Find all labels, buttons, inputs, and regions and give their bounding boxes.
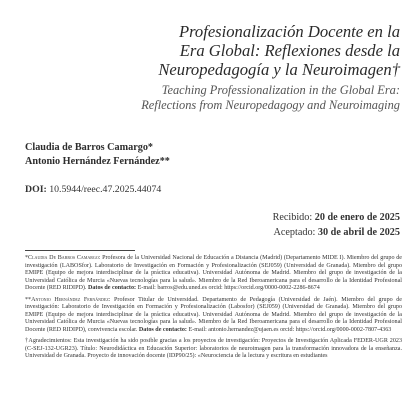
footnote-2-contact[interactable]: E-mail: antonio.hernandez@ujaen.es orcid: https://orcid.org/0000-0002-7807-4363 [188, 326, 392, 333]
english-title-line-1: Teaching Professionalization in the Global Era: [161, 83, 400, 97]
footnote-author-1 [25, 255, 402, 293]
accepted-label: Aceptado: [273, 227, 316, 238]
footnote-1-contact-label: Datos de contacto: [87, 285, 137, 291]
author-list [25, 141, 325, 169]
received-value: 20 de enero de 2025 [314, 212, 400, 223]
title-line-3: Neuropedagogía y la Neuroimagen† [158, 60, 400, 79]
title-line-2: Era Global: Reflexiones desde la [179, 41, 400, 60]
accepted-date [273, 225, 400, 240]
publication-dates [273, 210, 400, 240]
footnote-3-body: †Agradecimientos: Esta investigación ha sido posible gracias a los proyectos de investigación: Proyectos de Investigación Aplicada FEDER-UGR 2023 (C-SEJ-132-UGR23). Título: Neurodidáctica en Educación Superior: laboratorios de neuroimagen para la transformación innovadora de la enseñanza. Universidad de Granada. Proyecto de innovación docente (IDP90/25): «Neurociencia de la lectura y escritura en estudiantes [25, 338, 402, 359]
received-label: Recibido: [272, 212, 313, 223]
footnote-2-name: **Antonio Hernández Fernández: [25, 296, 111, 303]
doi-label: DOI: [25, 184, 47, 195]
footnote-2-body: Profesor Titular de Universidad. Departamento de Pedagogía (Universidad de Jaén). Miembro del grupo de investigación: Laboratorio de Investigación en Formación y Profesionalización (Labosfor) (SEJ059) (Universidad de Granada). Miembro del grupo EMIPE (Equipo de mejora interdisciplinar de la práctica educativa). Universidad Autónoma de Madrid. Miembro del grupo de investigación de la Universidad Católica de Murcia «Nuevas tecnologías para la salud». Miembro de la Red Iberoamericana para el desarrollo de la Identidad Profesional Docente (RED RIDIPD), convivencia escolar. [25, 296, 402, 333]
footnotes [25, 255, 402, 365]
footnote-1-contact[interactable]: E-mail: barros@edu.uned.es orcid: https://orcid.org/0000-0002-2286-8674 [137, 285, 320, 291]
footnote-divider [25, 250, 135, 251]
accepted-value: 30 de abril de 2025 [317, 227, 400, 238]
footnote-1-name: *Claudia De Barros Camargo: [25, 255, 101, 261]
author-1: Claudia de Barros Camargo* [25, 142, 154, 153]
english-title-line-2: Reflections from Neuropedagogy and Neuroimaging [141, 98, 400, 112]
article-title [90, 22, 400, 79]
footnote-author-2 [25, 297, 402, 335]
title-line-1: Profesionalización Docente en la [178, 22, 400, 41]
received-date [273, 210, 400, 225]
footnote-acknowledgements [25, 338, 402, 361]
author-2: Antonio Hernández Fernández** [25, 156, 170, 167]
article-english-title [60, 83, 400, 113]
footnote-1-body: Profesora de la Universidad Nacional de Educación a Distancia (Madrid) (Departamento MIDE I). Miembro del grupo de investigación (LABOSfor). Laboratorio de Investigación en Formación y Profesionalización (SEJ059) (Universidad de Granada). Miembro del grupo EMIPE (Equipo de mejora interdisciplinar de la práctica educativa). Universidad Autónoma de Madrid. Miembro del grupo de investigación de la Universidad Católica de Murcia «Nuevas tecnologías para la salud». Miembro de la Red Iberoamericana para el desarrollo de la Identidad Profesional Docente (RED RIDIPD). [25, 255, 402, 291]
doi-line [25, 184, 161, 195]
footnote-2-contact-label: Datos de contacto: [138, 326, 187, 333]
doi-value[interactable]: 10.5944/reec.47.2025.44074 [49, 184, 162, 195]
